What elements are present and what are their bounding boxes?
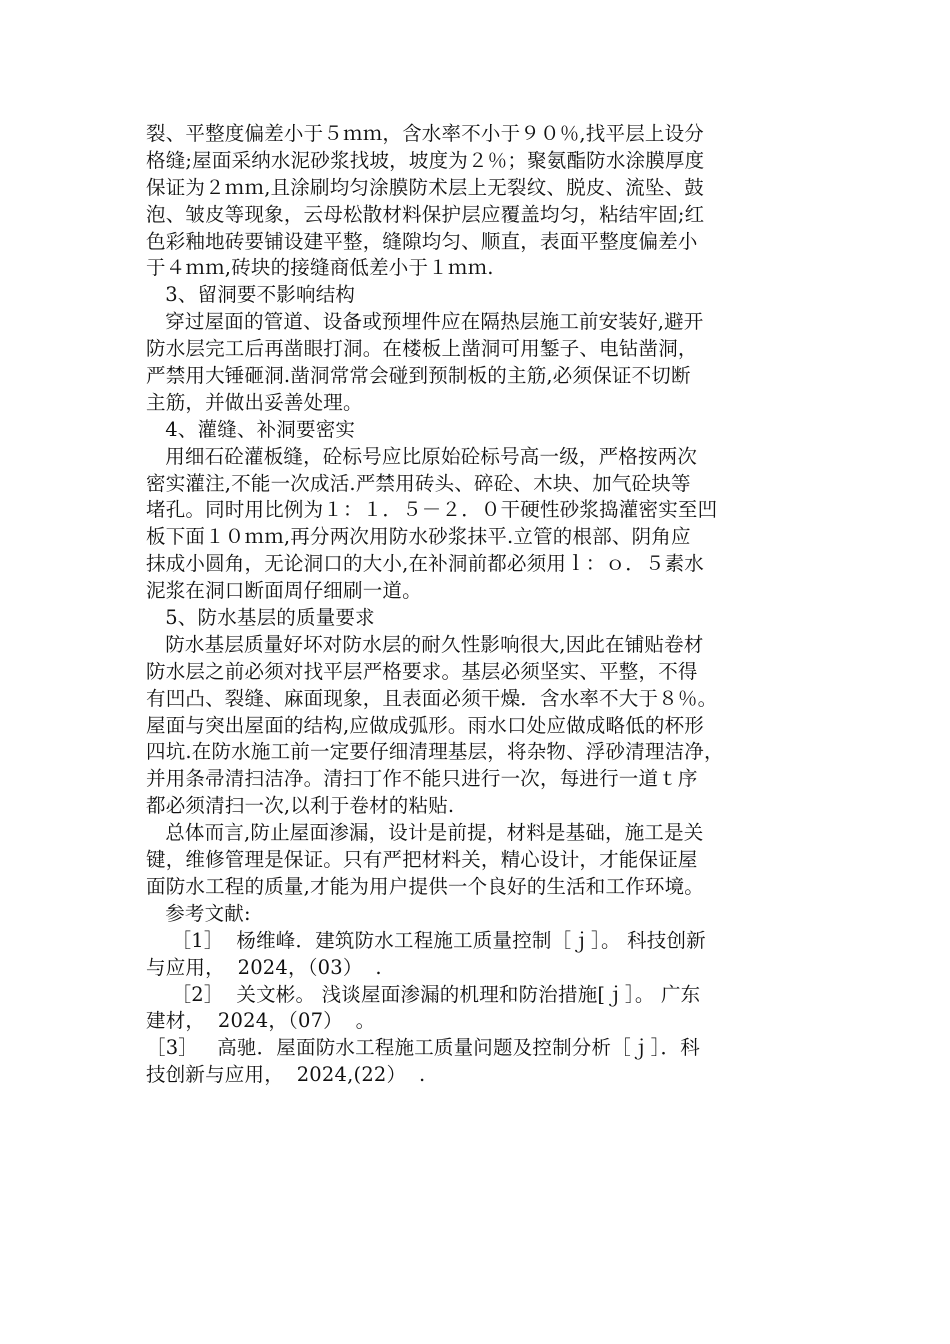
text-line: 并用条帚清扫洁净。清扫丁作不能只进行一次，每进行一道ｔ序 (146, 767, 698, 791)
text-line: 于４ｍｍ,砖块的接缝商低差小于１ｍｍ. (146, 256, 494, 280)
text-line: 严禁用大锤砸洞.凿洞常常会碰到预制板的主筋,必须保证不切断 (146, 364, 691, 388)
section-heading: 3、留洞要不影响结构 (146, 283, 356, 307)
text-line: 键，维修管理是保证。只有严把材料关，精心设计，才能保证屋 (146, 848, 698, 872)
text-line: 堵孔。同时用比例为１：１．５－２．０干硬性砂浆捣灌密实至凹 (146, 498, 718, 522)
references-heading: 参考文献: (146, 901, 251, 925)
text-line: 防水层之前必须对找平层严格要求。基层必须坚实、平整，不得 (146, 659, 698, 683)
text-line: 总体而言,防止屋面渗漏，设计是前提，材料是基础，施工是关 (146, 821, 704, 845)
text-line: 格缝;屋面采纳水泥砂浆找坡，坡度为２％；聚氨酯防水涂膜厚度 (146, 148, 705, 172)
text-line: 泥浆在洞口断面周仔细刷一道。 (146, 579, 422, 603)
text-line: 泡、皱皮等现象，云母松散材料保护层应覆盖均匀，粘结牢固;红 (146, 202, 705, 226)
reference-line: 技创新与应用， 2024,(22） . (146, 1063, 426, 1087)
text-line: 面防水工程的质量,才能为用户提供一个良好的生活和工作环境。 (146, 874, 704, 898)
reference-line: 建材， 2024，（07） 。 (146, 1009, 376, 1033)
text-line: 防水基层质量好坏对防水层的耐久性影响很大,因此在铺贴卷材 (146, 632, 704, 656)
reference-line: ［1］ 杨维峰．建筑防水工程施工质量控制［ｊ］。 科技创新 (146, 928, 706, 952)
document-body (146, 121, 796, 1089)
section-heading: 5、防水基层的质量要求 (146, 606, 375, 630)
text-line: 抹成小圆角，无论洞口的大小,在补洞前都必须用ｌ：ｏ．５素水 (146, 552, 704, 576)
section-heading: 4、灌缝、补洞要密实 (146, 417, 356, 441)
text-line: 色彩釉地砖要铺设建平整，缝隙均匀、顺直，表面平整度偏差小 (146, 229, 698, 253)
reference-line: 与应用， 2024，（03） . (146, 955, 382, 979)
text-line: 四坑.在防水施工前一定要仔细清理基层，将杂物、浮砂清理洁净， (146, 740, 724, 764)
reference-line: ［2］ 关文彬。 浅谈屋面渗漏的机理和防治措施[ｊ］。 广东 (146, 982, 701, 1006)
text-line: 用细石砼灌板缝，砼标号应比原始砼标号高一级，严格按两次 (146, 444, 698, 468)
reference-line: ［3］ 高驰．屋面防水工程施工质量问题及控制分析［ｊ］．科 (146, 1036, 700, 1060)
text-line: 保证为２ｍｍ,且涂刷均匀涂膜防术层上无裂纹、脱皮、流坠、鼓 (146, 175, 704, 199)
text-line: 有凹凸、裂缝、麻面现象，且表面必须干燥．含水率不大于８％。 (146, 686, 718, 710)
text-line: 主筋，并做出妥善处理。 (146, 390, 363, 414)
text-line: 密实灌注,不能一次成活.严禁用砖头、碎砼、木块、加气砼块等 (146, 471, 691, 495)
text-line: 防水层完工后再凿眼打洞。在楼板上凿洞可用錾子、电钻凿洞， (146, 337, 698, 361)
text-line: 穿过屋面的管道、设备或预埋件应在隔热层施工前安装好,避开 (146, 310, 704, 334)
text-line: 裂、平整度偏差小于５ｍｍ，含水率不小于９０％,找平层上设分 (146, 122, 704, 145)
text-line: 板下面１０ｍｍ,再分两次用防水砂浆抹平.立管的根部、阴角应 (146, 525, 691, 549)
text-line: 屋面与突出屋面的结构,应做成弧形。雨水口处应做成略低的杯形 (146, 713, 704, 737)
text-line: 都必须清扫一次,以利于卷材的粘贴. (146, 794, 455, 818)
